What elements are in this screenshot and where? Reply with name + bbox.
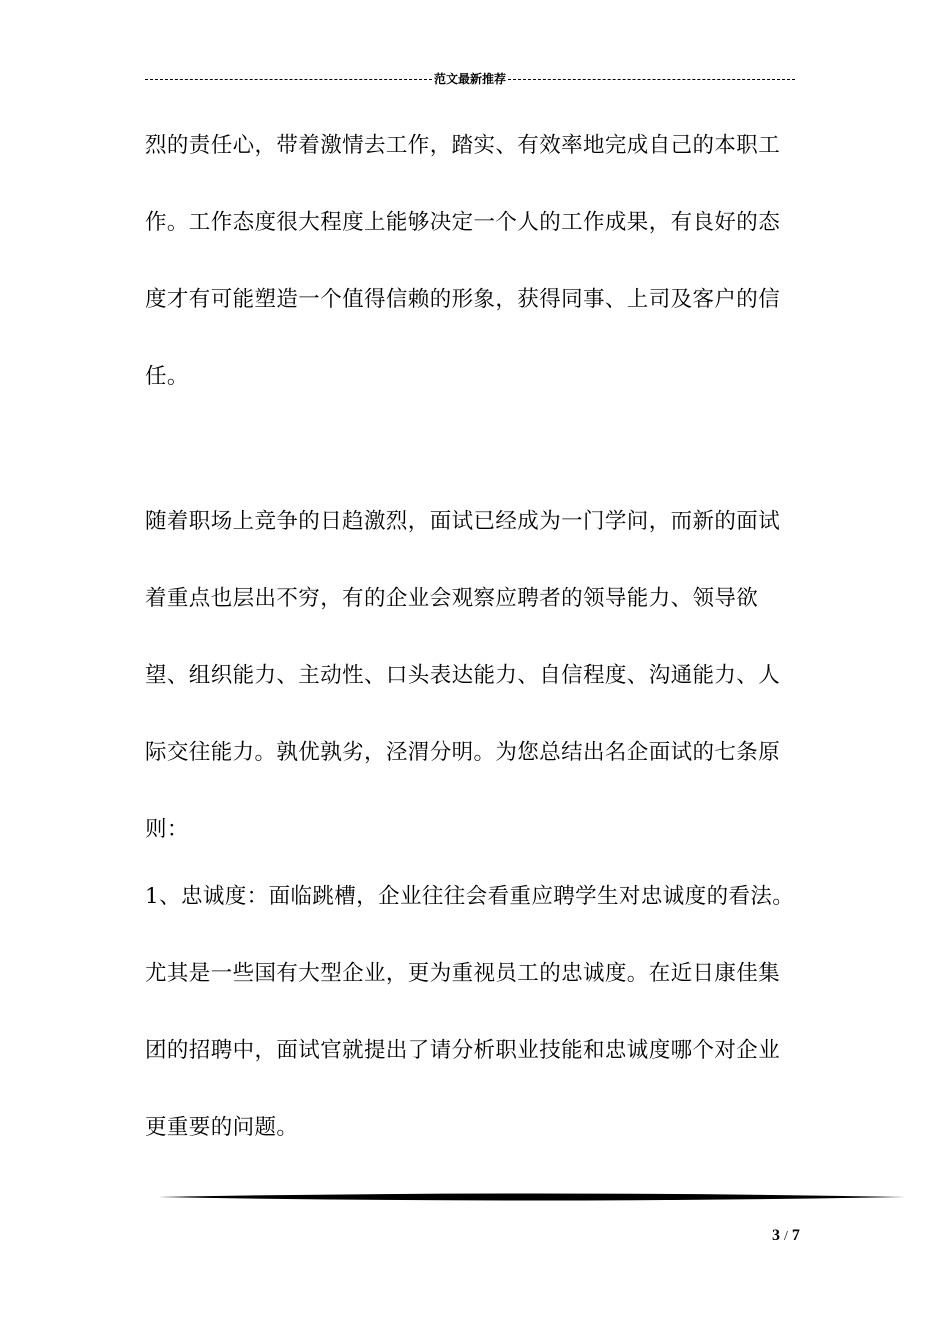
paragraph-line: 着重点也层出不穷，有的企业会观察应聘者的领导能力、领导欲: [145, 586, 759, 611]
paragraph-3: [145, 877, 805, 1185]
paragraph-line: 度才有可能塑造一个值得信赖的形象，获得同事、上司及客户的信: [145, 287, 781, 312]
paragraph-line: 更重要的问题。: [145, 1115, 299, 1140]
page-current: 3: [772, 1227, 780, 1244]
header-title: 范文最新推荐: [434, 71, 507, 86]
paragraph-1: [145, 126, 805, 434]
paragraph-line: 1、忠诚度：面临跳槽，企业往往会看重应聘学生对忠诚度的看法。: [145, 884, 795, 909]
paragraph-line: 尤其是一些国有大型企业，更为重视员工的忠诚度。在近日康佳集: [145, 961, 781, 986]
footer-divider: [158, 1190, 906, 1204]
page-separator: /: [784, 1229, 788, 1244]
paragraph-2: [145, 502, 805, 887]
paragraph-line: 烈的责任心，带着激情去工作，踏实、有效率地完成自己的本职工: [145, 133, 781, 158]
page-number: [772, 1227, 800, 1245]
header-dash-left: [145, 79, 432, 80]
page-total: 7: [791, 1227, 800, 1244]
paragraph-line: 团的招聘中，面试官就提出了请分析职业技能和忠诚度哪个对企业: [145, 1038, 781, 1063]
paragraph-line: 则：: [145, 817, 189, 842]
paragraph-line: 随着职场上竞争的日趋激烈，面试已经成为一门学问，而新的面试: [145, 509, 781, 534]
paragraph-line: 任。: [145, 364, 189, 389]
paragraph-line: 际交往能力。孰优孰劣，泾渭分明。为您总结出名企面试的七条原: [145, 740, 781, 765]
page-header: [145, 68, 795, 88]
header-dash-right: [508, 79, 795, 80]
paragraph-line: 作。工作态度很大程度上能够决定一个人的工作成果，有良好的态: [145, 210, 781, 235]
paragraph-line: 望、组织能力、主动性、口头表达能力、自信程度、沟通能力、人: [145, 663, 781, 688]
